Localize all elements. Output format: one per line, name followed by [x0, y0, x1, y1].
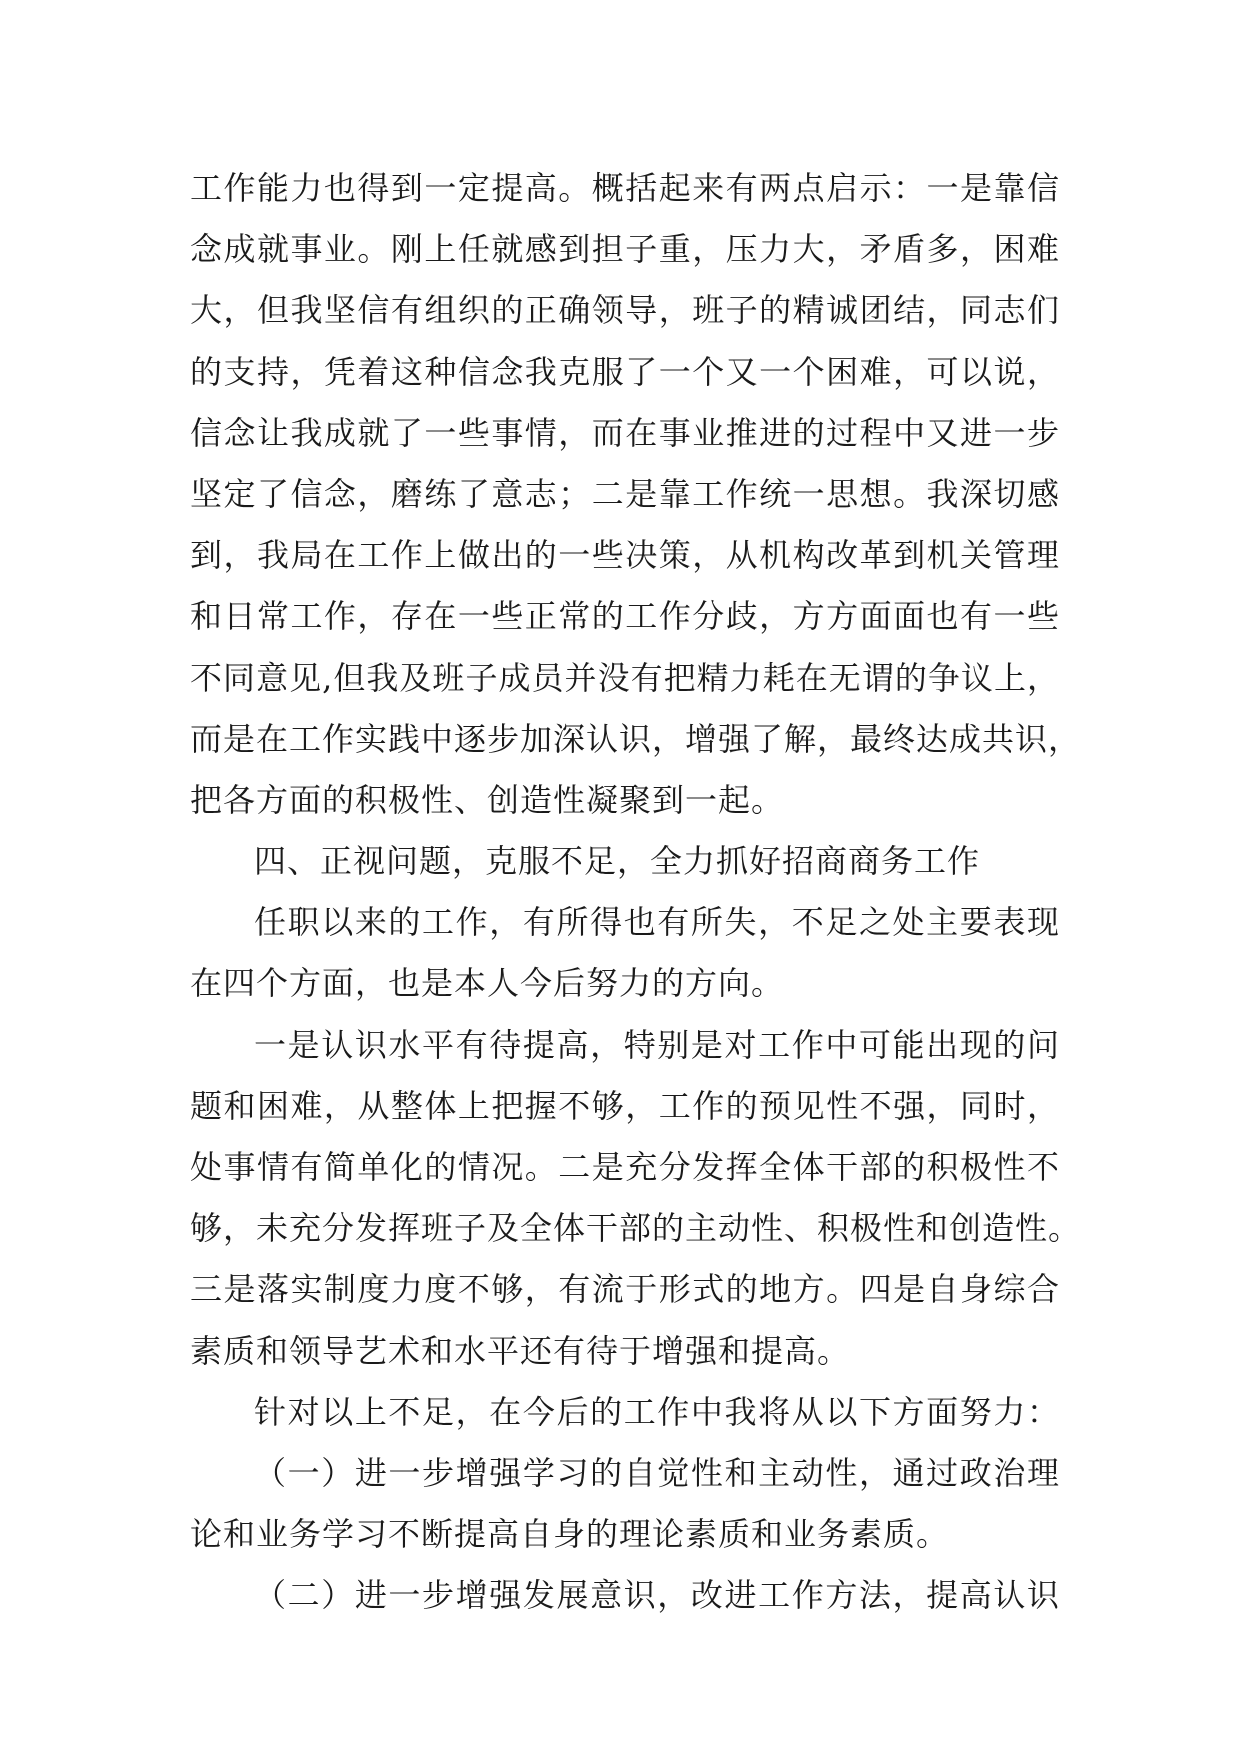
text-line: 坚定了信念，磨练了意志；二是靠工作统一思想。我深切感 — [190, 474, 1060, 513]
text-line: 任职以来的工作，有所得也有所失，不足之处主要表现 — [254, 903, 1060, 942]
text-line: 处事情有简单化的情况。二是充分发挥全体干部的积极性不 — [190, 1148, 1060, 1186]
text-line: 的支持，凭着这种信念我克服了一个又一个困难，可以说， — [190, 352, 1060, 391]
text-line: 大，但我坚信有组织的正确领导，班子的精诚团结，同志们 — [190, 291, 1060, 330]
text-line: 一是认识水平有待提高，特别是对工作中可能出现的问 — [254, 1025, 1060, 1064]
text-line: 而是在工作实践中逐步加深认识，增强了解，最终达成共识， — [190, 719, 1082, 758]
text-line: 信念让我成就了一些事情，而在事业推进的过程中又进一步 — [190, 413, 1060, 452]
text-line: 在四个方面，也是本人今后努力的方向。 — [190, 964, 785, 1003]
text-line: 素质和领导艺术和水平还有待于增强和提高。 — [190, 1331, 851, 1370]
text-line: 把各方面的积极性、创造性凝聚到一起。 — [190, 780, 785, 819]
text-line: 够，未充分发挥班子及全体干部的主动性、积极性和创造性。 — [190, 1209, 1082, 1248]
text-line: 和日常工作，存在一些正常的工作分歧，方方面面也有一些 — [190, 597, 1060, 636]
text-line: 工作能力也得到一定提高。概括起来有两点启示：一是靠信 — [190, 169, 1060, 207]
text-line: 念成就事业。刚上任就感到担子重，压力大，矛盾多，困难 — [190, 230, 1060, 269]
text-line: （二）进一步增强发展意识，改进工作方法，提高认识 — [254, 1576, 1060, 1615]
text-line: 题和困难，从整体上把握不够，工作的预见性不强，同时， — [190, 1086, 1060, 1125]
text-line: 四、正视问题，克服不足，全力抓好招商商务工作 — [254, 842, 981, 881]
text-line: 论和业务学习不断提高自身的理论素质和业务素质。 — [190, 1515, 950, 1554]
text-line: 三是落实制度力度不够，有流于形式的地方。四是自身综合 — [190, 1270, 1060, 1309]
document-body — [190, 158, 1082, 1627]
text-line: 不同意见,但我及班子成员并没有把精力耗在无谓的争议上， — [190, 658, 1060, 697]
text-line: 针对以上不足，在今后的工作中我将从以下方面努力： — [254, 1392, 1060, 1431]
text-line: 到，我局在工作上做出的一些决策，从机构改革到机关管理 — [190, 536, 1060, 575]
text-line: （一）进一步增强学习的自觉性和主动性，通过政治理 — [254, 1453, 1060, 1492]
